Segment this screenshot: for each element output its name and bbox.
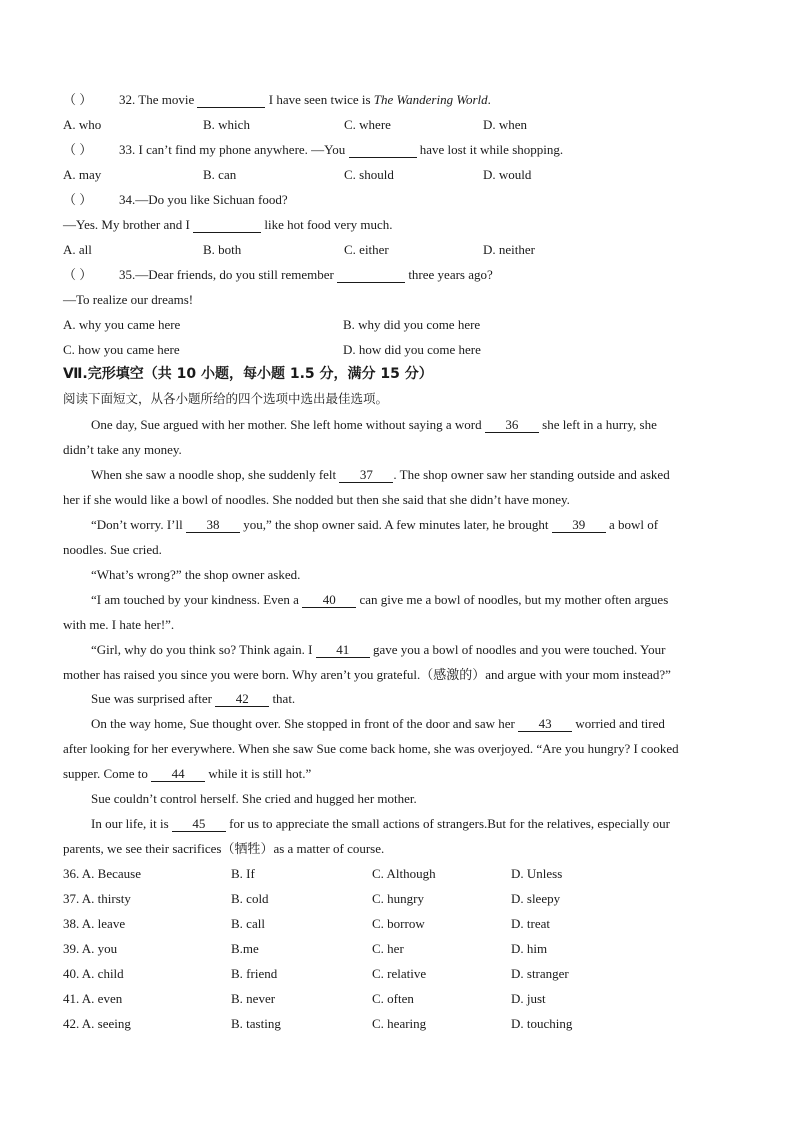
cloze-blank-40[interactable]: 40	[302, 593, 356, 608]
answer-paren: （ ）	[63, 192, 93, 207]
answer-blank[interactable]	[197, 93, 265, 108]
question-35	[63, 267, 493, 283]
question-34-reply	[63, 217, 393, 233]
passage-text: that.	[272, 691, 296, 706]
option-a: 42. A. seeing	[63, 1016, 131, 1031]
cloze-blank-44[interactable]: 44	[151, 767, 205, 782]
passage-line: Sue couldn’t control herself. She cried and hugged her mother.	[91, 791, 417, 806]
passage-line: parents, we see their sacrifices（牺牲）as a matter of course.	[63, 841, 385, 856]
passage-text: she left in a hurry, she	[542, 417, 657, 432]
passage-text: “Girl, why do you think so? Think again. I	[91, 642, 313, 657]
cloze-blank-45[interactable]: 45	[172, 817, 226, 832]
reply-text: —Yes. My brother and I	[63, 217, 190, 232]
passage-text: a bowl of	[608, 517, 659, 532]
passage-text: Sue was surprised after	[91, 691, 212, 706]
passage-text: When she saw a noodle shop, she suddenly felt	[91, 467, 337, 482]
question-end: .	[487, 92, 491, 107]
question-stem: 32. The movie	[119, 92, 195, 107]
cloze-blank-42[interactable]: 42	[215, 692, 269, 707]
option-b: B. never	[231, 991, 276, 1006]
section-heading: Ⅶ.完形填空（共 10 小题，每小题 1.5 分，满分 15 分）	[63, 366, 433, 382]
option-a: 38. A. leave	[63, 916, 126, 931]
passage-text: you,” the shop owner said. A few minutes later, he brought	[243, 517, 549, 532]
cloze-blank-37[interactable]: 37	[339, 468, 393, 483]
passage-text: . The shop owner saw her standing outside and asked	[393, 467, 670, 482]
passage-line: noodles. Sue cried.	[63, 542, 162, 557]
passage-text: supper. Come to	[63, 766, 148, 781]
passage-line: with me. I hate her!”.	[63, 617, 175, 632]
option-a: 36. A. Because	[63, 866, 141, 881]
passage-line	[91, 517, 658, 533]
cloze-blank-41[interactable]: 41	[316, 643, 370, 658]
passage-line: after looking for her everywhere. When she saw Sue come back home, she was overjoyed. “Are you hungry? I cooked	[63, 741, 679, 756]
cloze-blank-39[interactable]: 39	[552, 518, 606, 533]
passage-text: One day, Sue argued with her mother. She left home without saying a word	[91, 417, 482, 432]
option-c: C. often	[372, 991, 414, 1006]
option-b: B.me	[231, 941, 259, 956]
passage-text: worried and tired	[575, 716, 665, 731]
option-c: C. should	[344, 167, 394, 182]
question-stem: have lost it while shopping.	[419, 142, 564, 157]
option-b: B. can	[203, 167, 237, 182]
passage-text: “I am touched by your kindness. Even a	[91, 592, 299, 607]
option-c: C. relative	[372, 966, 427, 981]
passage-text: gave you a bowl of noodles and you were touched. Your	[372, 642, 666, 657]
passage-line	[91, 592, 668, 608]
answer-blank[interactable]	[193, 218, 261, 233]
option-d: D. stranger	[511, 966, 569, 981]
passage-line	[63, 766, 311, 782]
option-b: B. which	[203, 117, 250, 132]
option-d: D. sleepy	[511, 891, 561, 906]
option-a: 40. A. child	[63, 966, 124, 981]
question-stem: 33. I can’t find my phone anywhere. —You	[119, 142, 346, 157]
option-b: B. both	[203, 242, 242, 257]
question-stem: I have seen twice is	[268, 92, 371, 107]
option-b: B. tasting	[231, 1016, 281, 1031]
passage-line: “What’s wrong?” the shop owner asked.	[91, 567, 301, 582]
option-c: C. hungry	[372, 891, 424, 906]
passage-text: can give me a bowl of noodles, but my mother often argues	[359, 592, 669, 607]
option-b: B. cold	[231, 891, 269, 906]
option-a: A. may	[63, 167, 102, 182]
reply-text: like hot food very much.	[264, 217, 393, 232]
answer-blank[interactable]	[337, 268, 405, 283]
passage-line	[91, 467, 670, 483]
passage-line	[91, 691, 295, 707]
passage-text: for us to appreciate the small actions of strangers.But for the relatives, especially our	[229, 816, 670, 831]
question-33	[63, 142, 563, 158]
answer-blank[interactable]	[349, 143, 417, 158]
question-34	[63, 192, 288, 208]
answer-paren: （ ）	[63, 267, 93, 282]
passage-line: her if she would like a bowl of noodles. She nodded but then she said that she didn’t have money.	[63, 492, 570, 507]
passage-line	[91, 642, 665, 658]
question-stem: 34.—Do you like Sichuan food?	[119, 192, 288, 207]
option-b: B. friend	[231, 966, 278, 981]
passage-text: while it is still hot.”	[208, 766, 312, 781]
passage-line	[91, 816, 670, 832]
option-c: C. where	[344, 117, 391, 132]
option-d: D. neither	[483, 242, 535, 257]
option-c: C. hearing	[372, 1016, 427, 1031]
section-instruction: 阅读下面短文，从各小题所给的四个选项中选出最佳选项。	[63, 391, 389, 406]
question-stem: three years ago?	[408, 267, 493, 282]
option-b: B. call	[231, 916, 265, 931]
question-stem: 35.—Dear friends, do you still remember	[119, 267, 334, 282]
option-d: D. when	[483, 117, 528, 132]
option-d: D. touching	[511, 1016, 573, 1031]
cloze-blank-36[interactable]: 36	[485, 418, 539, 433]
option-a: A. who	[63, 117, 102, 132]
option-a: 39. A. you	[63, 941, 118, 956]
option-a: A. why you came here	[63, 317, 181, 332]
option-c: C. Although	[372, 866, 436, 881]
passage-text: “Don’t worry. I’ll	[91, 517, 183, 532]
option-c: C. either	[344, 242, 389, 257]
option-a: 37. A. thirsty	[63, 891, 131, 906]
option-a: A. all	[63, 242, 92, 257]
passage-line: didn’t take any money.	[63, 442, 182, 457]
question-32	[63, 92, 491, 108]
cloze-blank-38[interactable]: 38	[186, 518, 240, 533]
option-b: B. If	[231, 866, 255, 881]
passage-text: On the way home, Sue thought over. She stopped in front of the door and saw her	[91, 716, 515, 731]
passage-line: mother has raised you since you were born. Why aren’t you grateful.（感激的）and argue with your mom instead?”	[63, 667, 671, 682]
movie-title: The Wandering World	[373, 92, 488, 107]
option-c: C. how you came here	[63, 342, 180, 357]
passage-text: In our life, it is	[91, 816, 169, 831]
answer-paren: （ ）	[63, 92, 93, 107]
option-d: D. how did you come here	[343, 342, 481, 357]
question-35-reply: —To realize our dreams!	[63, 292, 194, 307]
option-c: C. borrow	[372, 916, 425, 931]
option-b: B. why did you come here	[343, 317, 481, 332]
option-d: D. would	[483, 167, 532, 182]
passage-line	[91, 417, 657, 433]
option-d: D. treat	[511, 916, 550, 931]
cloze-blank-43[interactable]: 43	[518, 717, 572, 732]
option-d: D. just	[511, 991, 546, 1006]
option-a: 41. A. even	[63, 991, 123, 1006]
answer-paren: （ ）	[63, 142, 93, 157]
option-d: D. him	[511, 941, 548, 956]
passage-line	[91, 716, 665, 732]
option-c: C. her	[372, 941, 404, 956]
option-d: D. Unless	[511, 866, 563, 881]
